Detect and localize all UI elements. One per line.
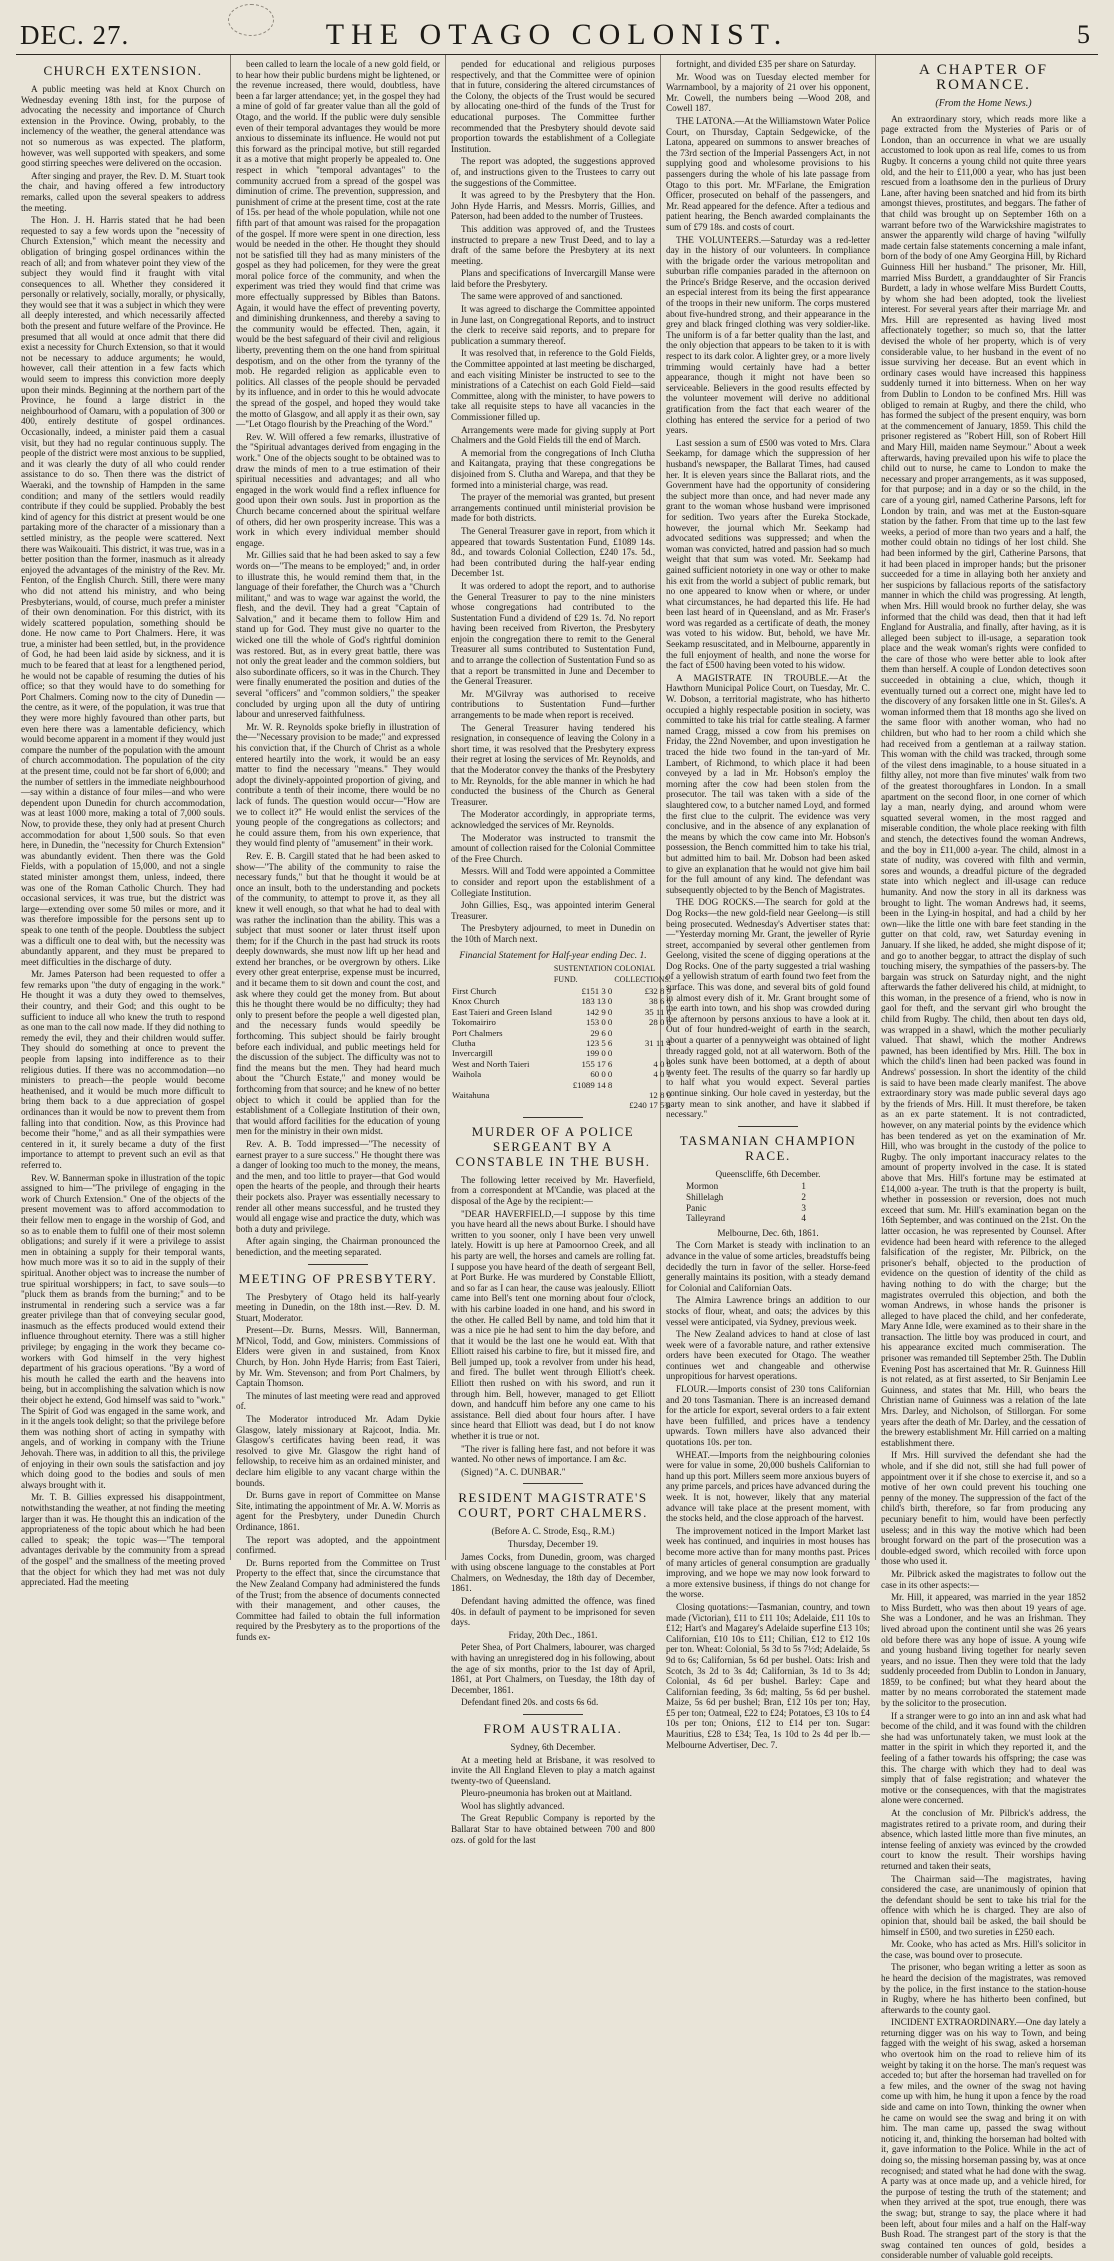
masthead bbox=[16, 14, 1098, 55]
article-heading-murder: MURDER OF A POLICE SERGEANT BY A CONSTABLE IN THE BUSH. bbox=[455, 1123, 651, 1169]
court-body-2 bbox=[451, 1642, 655, 1708]
paragraph: After singing and prayer, the Rev. D. M. Stuart took the chair, and having offered a few introductory remarks, called upon the several speakers to address the meeting. bbox=[21, 170, 225, 213]
paragraph: The Great Republic Company is reported by the Ballarat Star to have obtained between 700 and 800 ozs. of gold for the last bbox=[451, 1813, 655, 1845]
article-heading-church-extension: CHURCH EXTENSION. bbox=[43, 63, 203, 78]
fin-colonial: 35 11 6 bbox=[644, 1006, 671, 1017]
table-row bbox=[451, 1038, 672, 1048]
article-heading-romance: A CHAPTER OF ROMANCE. bbox=[918, 62, 1049, 93]
paragraph: It was agreed to discharge the Committee appointed in June last, on Congregational Reports, and to instruct the clerk to receive said reports, and to prepare for publication a summary thereof. bbox=[451, 304, 655, 346]
article-source: (From the Home News.) bbox=[935, 98, 1032, 109]
paragraph: The Moderator accordingly, in appropriate terms, acknowledged the services of Mr. Reynolds. bbox=[451, 809, 655, 830]
fin-place: West and North Taieri bbox=[452, 1058, 530, 1069]
paragraph: Last session a sum of £500 was voted to Mrs. Clara Seekamp, for damage which the suppression of her husband's newspaper, the Ballarat Times, had caused her. It is eleven years since the Ballarat riots, and the Government have had the opportunity of considering the subject more than once, and had never made any grant to the woman whose husband were imprisoned for sedition. Two years after the Eureka Stockade, however, the journal which Mr. Seekamp had advocated seditions was suppressed; and when the woman was convicted, hatred and passion had so much weight that that sum was voted. Mr. Seekamp had gained sufficient notoriety in one way or other to make his exit from the world a subject of public remark, but no one appeared to know when or where, or under what circumstances, he had departed this life. He had been last heard of in Queensland, and as Mr. Fraser's word was regarded as a certificate of death, the money was voted to his widow. But, behold, we have Mr. Seekamp resuscitated, and in Melbourne, apparently in the full enjoyment of health, and none the worse for the fact of £500 having been voted to his widow. bbox=[666, 437, 870, 671]
court-date-1: Thursday, December 19. bbox=[507, 1539, 599, 1549]
fin-sustentation: 142 9 0 bbox=[585, 1006, 613, 1017]
court-date-2: Friday, 20th Dec., 1861. bbox=[508, 1629, 598, 1640]
fin-place: Waihola bbox=[452, 1069, 482, 1080]
paragraph: fortnight, and divided £35 per share on Saturday. bbox=[676, 59, 856, 69]
paragraph: Mr. Cooke, who has acted as Mrs. Hill's solicitor in the case, was bound over to prosecute. bbox=[881, 1939, 1086, 1960]
paragraph: The General Treasurer having tendered his resignation, in consequence of leaving the Colony in a short time, it was resolved that the Presbytery express their regret at losing the services of Mr. Reynolds, and that the Moderator convey the thanks of the Presbytery to Mr. Reynolds, for the able manner in which he had conducted the business of the Church as General Treasurer. bbox=[451, 722, 655, 807]
divider bbox=[738, 1126, 798, 1127]
divider bbox=[523, 1714, 583, 1715]
paragraph: The Moderator introduced Mr. Adam Dykie Glasgow, lately missionary at Rajcoot, India. Mr. Glasgow's certificates having been read, it was resolved to give Mr. Glasgow the right hand of fellowship, to receive him as an ordained minister, and declare him eligible to any vacant charge within the bounds. bbox=[236, 1414, 440, 1488]
horse-place: 3 bbox=[801, 1202, 806, 1213]
paragraph: The improvement noticed in the Import Market last week has continued, and inquiries in most houses has become more active than for many months past. Prices of many articles of general consumption are gradually improving, and we hope we may now look forward to a more extensive business, if things do not change for the worse. bbox=[666, 1525, 870, 1600]
paragraph: Rev. W. Bannerman spoke in illustration of the topic assigned to him—"The privilege of engaging in the work of Church Extension." One of the objects of the present movement was to afford accommodation to their fellow men to engage in the worship of God, and so as to enable them to fulfil one of their most solemn obligations; and surely if it were a privilege to assist men in obtaining a supply for their temporal wants, how much more was it so to aid in the supply of their spiritual. Another object was to increase the number of true spiritual worshippers; in fact, to save souls—to "pluck them as brands from the burning;" and to be instrumental in rendering such a service was a far greater privilege than that of conveying secular good, inasmuch as the effects produced would extend their influence throughout eternity. There was a still higher privilege; by engaging in the work they became co-workers with God himself in the very highest department of his gracious operations. "By a word of his mouth he called the earth and the heavens into being, but in accomplishing the salvation which is now their object he extend, God himself was said to "work." The Spirit of God was engaged in the same work, and in it the angels took delight; so that the privilege before them was nothing short of acting in sympathy with angels, and of working in company with the Triune Jehovah. There was, in addition to all this, the privilege of enjoying in their own souls the satisfaction and joy which doing good to the bodies and souls of men always brought with it. bbox=[21, 1172, 225, 1490]
presbytery-continued bbox=[451, 59, 655, 945]
paragraph: Mr. Gillies said that he had been asked to say a few words on—"The means to be employed;" and, in order to illustrate this, he would remind them that, in the language of their forefather, the Church was a "Church militant," and was to wage war against the world, the flesh, and the devil. They had a great "Captain of Salvation," and it became them to follow Him and stand up for God. They must give no quarter to the wicked one till the whole of God's rightful dominion was restored. But, as in every great battle, there was not only the great leader and the common soldiers, but also subordinate officers, so it was in the Church. They were finally enumerated the position and duties of the several "officers" and "common soldiers," the speaker concluded by urging upon all the duty of untiring labour and unreserved faithfulness. bbox=[236, 550, 440, 720]
paragraph: It was ordered to adopt the report, and to authorise the General Treasurer to pay to the nine ministers whose congregations had contributed to the Sustentation Fund a dividend of £29 1s. 7d. No report having been received from Riverton, the Presbytery enjoin the congregation there to remit to the General Treasurer all sums contributed to Sustentation Fund, and to arrange the collection of Sustentation Fund so as that a report be transmitted in June and December to the General Treasurer. bbox=[451, 580, 655, 687]
fin-colonial: 38 6 6 bbox=[648, 996, 671, 1007]
paragraph: The report was adopted, the suggestions approved of, and instructions given to the Trustees to carry out the suggestions of the Committee. bbox=[451, 156, 655, 188]
fin-place: First Church bbox=[452, 985, 497, 996]
paragraph: Mr. W. R. Reynolds spoke briefly in illustration of the—"Necessary provision to be made;" and expressed his conviction that, if the Church of Christ as a whole entered heartily into the work, it would be an easy matter to find the necessary "means." They would adopt the divinely-appointed proportion of giving, and contribute a tenth of their income, there would be no lack of funds. The question would occur—"How are we to collect it?" He would enlist the services of the young people of the congregations as collectors; and he could assure them, from his own experience, that they would find plenty of "amusement" in their work. bbox=[236, 721, 440, 849]
column-1 bbox=[16, 55, 231, 1588]
list-item bbox=[686, 1203, 806, 1214]
paragraph: At a meeting held at Brisbane, it was resolved to invite the All England Eleven to play a match against twenty-two of Queensland. bbox=[451, 1754, 655, 1786]
column-2 bbox=[231, 55, 446, 1642]
paragraph: The Corn Market is steady with inclination to an advance in the value of some articles, breadstuffs being decidedly the turn in favor of the seller. Horse-feed generally maintains its position, with a steady demand for Colonial and Californian Oats. bbox=[666, 1240, 870, 1293]
fin-place: East Taieri and Green Island bbox=[452, 1006, 552, 1017]
financial-statement-table bbox=[451, 963, 672, 1111]
paragraph: A MAGISTRATE IN TROUBLE.—At the Hawthorn Municipal Police Court, on Tuesday, Mr. C. W. Dobson, a territorial magistrate, who has hitherto occupied a highly respectable position in society, was committed to take his trial for cattle stealing. A farmer named Cragg, missed a cow from his premises on Friday, the 22nd November, and upon investigation he traced the hide two found in the tan-yard of Mr. Lambert, of Richmond, to which place it had been conveyed by a lad in Mr. Hobson's employ the morning after the cow had been stolen from the prosecutor. The tail was taken with a side of the slaughtered cow, to a butcher named Loyd, and formed the first clue to the culprit. The evidence was very conclusive, and in the absence of any explanation of the means by which the cow came into Mr. Hobson's possession, the Bench committed him to take his trial, but admitted him to bail. Mr. Dobson had been asked to give an explanation that he would not give him bail for the full amount of any kind. The defendant was subsequently objected to by the Bench of Magistrates. bbox=[666, 672, 870, 895]
paragraph: Pleuro-pneumonia has broken out at Maitland. bbox=[461, 1788, 632, 1799]
article-heading-court: RESIDENT MAGISTRATE'S COURT, PORT CHALMERS. bbox=[458, 1490, 648, 1521]
list-item bbox=[686, 1192, 806, 1203]
paragraph: The Presbytery adjourned, to meet in Dunedin on the 10th of March next. bbox=[451, 923, 655, 944]
fin-sustentation: 153 0 0 bbox=[585, 1017, 613, 1028]
australia-continued bbox=[666, 59, 870, 1120]
divider bbox=[523, 1117, 583, 1118]
fin-place: Port Chalmers bbox=[452, 1027, 503, 1038]
horse-name: Panic bbox=[686, 1202, 707, 1213]
table-row bbox=[451, 1059, 672, 1069]
paragraph: Peter Shea, of Port Chalmers, labourer, was charged with having an unregistered dog in his following, about the age of six months, prior to the 1st day of April, 1861, at Port Chalmers, on Tuesday, the 18th day of December, 1861. bbox=[451, 1642, 655, 1695]
fin-colonial: 4 0 8 bbox=[653, 1058, 671, 1069]
article-heading-champion-race: TASMANIAN CHAMPION RACE. bbox=[679, 1132, 857, 1163]
paragraph: Mr. Hill, it appeared, was married in the year 1852 to Miss Burdett, who was then about 19 years of age. She was a Londoner, and he was an Irishman. They lived abroad upon the continent until she was 26 years old before there was any hope of issue. A young wife and young husband living together for nearly seven years, and no issue. Then they were told that the lady suddenly proceeded from Dublin to London in January, 1859, to be confined; but what they heard about the matter by no means corroborated the statement made by the solicitor to the prosecution. bbox=[881, 1592, 1086, 1709]
paragraph: A public meeting was held at Knox Church on Wednesday evening 18th inst, for the purpose of advocating the necessity and importance of Church extension in the Province. Owing, probably, to the inclemency of the weather, the general attendance was not so numerous as was expected. The platform, however, was well supported with speakers, and some good stirring speeches were delivered on the occasion. bbox=[21, 84, 225, 169]
table-row bbox=[451, 1007, 672, 1017]
paragraph: pended for educational and religious purposes respectively, and that the Committee were of opinion that in future, considering the altered circumstances of the Colony, the objects of the Trust would be secured by allocating one-third of the funds of the Trust for educational purposes. The Committee further recommended that the Presbytery should devote said proportion towards the establishment of a Collegiate Institution. bbox=[451, 59, 655, 154]
fin-sustentation: 155 17 6 bbox=[581, 1058, 613, 1069]
article-heading-australia: FROM AUSTRALIA. bbox=[483, 1720, 623, 1736]
horse-place: 2 bbox=[801, 1191, 806, 1202]
paragraph: Mr. M'Gilvray was authorised to receive contributions to Sustentation Fund—further arrangements to be made when report is received. bbox=[451, 688, 655, 721]
fin-sustentation: 199 0 0 bbox=[585, 1048, 613, 1059]
fin-waitahuna-value: 12 8 0 bbox=[648, 1089, 671, 1100]
court-subheading: (Before A. C. Strode, Esq., R.M.) bbox=[491, 1526, 615, 1537]
list-item bbox=[686, 1213, 806, 1224]
paragraph: Messrs. Will and Todd were appointed a Committee to consider and report upon the establishment of a Collegiate Institution. bbox=[451, 866, 655, 898]
paragraph: James Cocks, from Dunedin, groom, was charged with using obscene language to the constables at Port Chalmers, on Wednesday, the 18th day of December, 1861. bbox=[451, 1551, 655, 1594]
paragraph: Rev. W. Will offered a few remarks, illustrative of the "Spiritual advantages derived from engaging in the work." One of the objects sought to be obtained was to draw the minds of men to a true estimation of their spiritual necessities and advantages; and all who engaged in the work would find a reflex influence for good upon their own souls. Just in proportion as the Church became concerned about the spiritual welfare of others, did her own prosperity increase. This was a work in which every individual member should engage. bbox=[236, 431, 440, 548]
fin-place: Clutha bbox=[452, 1037, 476, 1048]
column-5 bbox=[876, 55, 1091, 2261]
paragraph: A memorial from the congregations of Inch Clutha and Kaitangata, praying that these congregations be disjoined from S. Clutha and Warepa, and that they be formed into a ministerial charge, was read. bbox=[451, 447, 655, 490]
melbourne-dateline: Melbourne, Dec. 6th, 1861. bbox=[717, 1227, 819, 1238]
paragraph: The minutes of last meeting were read and approved of. bbox=[236, 1390, 440, 1412]
fin-grand-total: £240 17 5¾ bbox=[629, 1100, 671, 1111]
romance-body bbox=[881, 114, 1086, 2261]
list-item bbox=[686, 1181, 806, 1192]
australia-body bbox=[451, 1755, 655, 1846]
presbytery-body bbox=[236, 1292, 440, 1643]
paragraph: WHEAT.—Imports from the neighbouring colonies were for value in some, 20,000 bushels Californian to hand up this port. Millers seem more anxious buyers of any prime parcels, and prices have advanced during the week. It is not, however, likely that any material advance will take place at the present moment, with the stocks held, and the close approach of the harvest. bbox=[666, 1449, 870, 1524]
paragraph: Defendant fined 20s. and costs 6s 6d. bbox=[461, 1697, 599, 1708]
paragraph: The same were approved of and sanctioned. bbox=[461, 291, 623, 302]
fin-sustentation: 183 13 0 bbox=[581, 996, 613, 1007]
paragraph: Mr. T. B. Gillies expressed his disappointment, notwithstanding the weather, at not finding the meeting larger than it was. He thought this an indication of the appropriateness of the topic about which he had been called to speak; the topic was—"The temporal advantages derivable by the community from a spread of the gospel" and the smallness of the meeting proved that the object for which they had met was not duly appreciated. Had the meeting bbox=[21, 1492, 225, 1588]
paragraph: Wool has slightly advanced. bbox=[461, 1800, 565, 1811]
race-results bbox=[686, 1181, 870, 1223]
paragraph: An extraordinary story, which reads more like a page extracted from the Mysteries of Paris or of London, than an occurrence in what we are usually accustomed to look upon as real life, comes to us from Rugby. It concerns a young child not quite three years old, and the heir to £11,000 a year, who has just been rescued from a loathsome den in the purlieus of Drury Lane, after having been snatched and hid from its birth amongst thieves, prostitutes, and beggars. The father of that child was brought up on September 16th on a warrant before two of the Warwickshire magistrates to answer the apparently wild charge of having "wilfully made certain false statements concerning a male infant, born of the body of one Amy Georgina Hill, by Richard Guinness Hill her husband." The prisoner, Mr. Hill, married Miss Burdett, a granddaughter of Sir Francis Burdett, a lady in whose welfare Miss Burdett Coutts, by whom she had been adopted, took the liveliest interest. For several years after their marriage Mr. and Mrs. Hill are represented as having lived most affectionately together; so much so, that the latter devised the whole of her property, which is of very considerable value, to her husband in the event of no issue surviving her decease. But an event which in ordinary cases would have increased this happiness suddenly turned it into bitterness. When on her way from Dublin to London to be confined Mrs. Hill was obliged to remain at Rugby, and there the child, who has formed the subject of the present enquiry, was born at the commencement of January, 1859. This child the prisoner registered as "Robert Hill, son of Robert Hill and Mary Hill, maiden name Seymour." About a week afterwards, having prevailed upon his wife to place the child out to nurse, he came to London to make the necessary and proper arrangements, as it was supposed, for that purpose; and in a day or so the child, in the care of a young girl, named Catherine Parsons, left for London by train, and was met at the Euston-square station by the father. From that time up to the last few weeks, a period of more than two years and a half, the mother could obtain no tidings of her lost child. She had been informed by the girl, Catherine Parsons, that it had been placed in improper hands; but the prisoner succeeded for a time in allaying both her anxiety and her suspicions by fallacious reports of the satisfactory manner in which the child was progressing. At length, when Mrs. Hill would brook no further delay, she was informed that the child was dead, then that it had left England for Australia, and finally, after having, as it is alleged been subject to ill-usage, a separation took place and the weak woman's rights were confided to the care of those who were better able to look after them than herself. A couple of London detectives soon succeeded in obtaining a clue, which, though it eventually turned out a correct one, might have led to the discovery of any forsaken little one in St. Giles's. A woman informed them that 18 months ago she lived on the same floor with another woman, who had no children, but who had to her room a child which she had received from a gentleman at a railway station. This woman with the child was tracked, through some of the vilest dens imaginable, to a house situated in a filthy alley, not more than five minutes' walk from two of the greatest thoroughfares in London. In a small apartment on the second floor, in one corner of which lay a man, nearly dying, and around whom were squatted several women, in the most ragged and miserable condition, the whole place reeking with filth and stench, the detectives found the woman Andrews, and the boy in £11,000 a-year. The child, almost in a state of nudity, was covered with filth and vermin, sores and wounds, a dreadful picture of the degraded state into which neglect and ill-usage can reduce humanity. And now the story in all its darkness was brought to light. The woman Andrews had, it seems, been in the Lying-in hospital, and had a child by her own—like the little one with bare feet standing in the gutter on that cold, raw, wet Saturday evening in January. If she liked, he added, she might dispose of it; and go to another beggar, to attract the display of such touching misery, the sympathies of the passers-by. The bargain was struck on Saturday night, and the night afterwards the father delivered his child, at midnight, to this woman, in the presence of a friend, who is now in gaol for theft, and the servant girl who brought the child from Rugby. The child, then about ten days old, was wrapped in a shawl, which the mother peculiarly valued. That shawl, which the mother Andrews pawned, has been identified by Mrs. Hill. The box in which the child's linen had been packed was found in Andrews' possession. In short the identity of the child is said to have been made clearly manifest. The above extraordinary story was made public several days ago by the friends of Mrs. Hill. It must therefore, be taken as an ex parte statement. It is not contradicted, however, on any material points by the evidence which has been tendered as yet on the examination of Mr. Hill, who was brought in the custody of the police to Rugby. The only important inaccuracy relates to the amount of property involved in the case. It is stated above that Mrs. Hill's fortune may be estimated at £14,000 a-year. The truth is that the property is built, whether in possession or reversion, does not much exceed that sum. Mr. Hill's examination began on the 16th September, and was continued on the 21st. On the latter occasion, he was represented by Counsel. After evidence had been heard with reference to the alleged falsification of the register, Mr. Pilbrick, on the prisoner's behalf, objected to the production of evidence on the question of identity of the child as having nothing to do with the charge; but the magistrates overruled this objection, and both the woman Andrews, in whose hands the prisoner is alleged to have placed the child, and her confederate, Mary Anne Idle, were examined as to their share in the transaction. The little boy was produced in court, and his appearance excited much commiseration. The prisoner was remanded till September 25th. The Dublin Evening Post has ascertained that Mr. R. Guinness Hill is not related, as at first asserted, to Sir Benjamin Lee Guinness, and states that Mr. Hill, who bears the Christian name of Guinness was a relation of the late Mrs. Darley, and Nicholson, of Stillorgan. For some years after the death of Mr. Darley, and the cessation of the brewery establishment Mr. Hill carried on a malting establishment there. bbox=[881, 113, 1086, 1448]
horse-place: 4 bbox=[801, 1213, 806, 1224]
table-row bbox=[451, 986, 672, 996]
column-3 bbox=[446, 55, 671, 1845]
issue-date: DEC. 27. bbox=[20, 20, 130, 50]
column-4 bbox=[661, 55, 876, 1750]
church-extension-body bbox=[21, 84, 225, 1588]
horse-name: Shillelagh bbox=[686, 1191, 724, 1202]
paragraph: It was agreed to by the Presbytery that the Hon. John Hyde Harris, and Messrs. Morris, Gillies, and Paterson, had been added to the number of Trustees. bbox=[451, 190, 655, 222]
paragraph: FLOUR.—Imports consist of 230 tons Californian and 20 tons Tasmanian. There is an increased demand for the article for export, several orders to a fair extent have been fulfilled, and prices have a tendency upwards. Town millers have also advanced their quotations 10s. per ton. bbox=[666, 1384, 870, 1448]
australia-dateline: Sydney, 6th December. bbox=[510, 1741, 596, 1752]
church-extension-continued bbox=[236, 59, 440, 1258]
fin-sustentation: 29 6 0 bbox=[590, 1027, 613, 1038]
fin-place: Invercargill bbox=[452, 1048, 493, 1059]
paragraph: The Almira Lawrence brings an addition to our stocks of flour, wheat, and oats; the advices by this vessel were anticipated, via Sydney, previous week. bbox=[666, 1295, 870, 1327]
fin-colonial: 31 11 4 bbox=[644, 1037, 671, 1048]
table-row bbox=[451, 1028, 672, 1038]
newspaper-title: THE OTAGO COLONIST. bbox=[325, 18, 789, 51]
murder-body bbox=[451, 1175, 655, 1478]
paragraph: The report was adopted, and the appointment confirmed. bbox=[236, 1534, 440, 1556]
paragraph: THE LATONA.—At the Williamstown Water Police Court, on Thursday, Captain Sedgewicke, of the Latona, appeared on summons to answer breaches of the 73rd section of the Imperial Passengers Act, in not supplying good and wholesome provisions to his passengers during the whole of his late passage from Otago to this port. Mr. M'Farlane, the Emigration Officer, prosecuted on behalf of the passengers, and Mr. Read appeared for the defence. After a tedious and patient hearing, the Bench awarded complainants the sum of £79 18s. and costs of court. bbox=[666, 115, 870, 232]
paragraph: Closing quotations:—Tasmanian, country, and town made (Victorian), £11 to £11 10s; Adelaide, £11 10s to £12; Hart's and Magarey's Adelaide superfine £13 10s; Californian, £10 10s to £11; Chilian, £12 to £12 10s per ton. Wheat: Colonial, 5s 3d to 5s 7½d; Adelaide, 5s 9d to 6s; Californian, 5s 6d per bushel. Oats: Irish and Scotch, 3s 2d to 3s 4d; Californian, 3s 1d to 3s 4d; Colonial, 4s 6d per bushel. Barley: Cape and Californian feeding, 3s 6d; malting, 5s 6d per bushel. Maize, 5s 6d per bushel; Bran, £12 10s per ton; Hay, £5 per ton; Oatmeal, £22 to £24; Potatoes, £3 10s to £4 10s per ton; Onions, £12 to £14 per ton. Sugar: Mauritius, £28 to £34; Tea, 1s 10d to 2s 4d per lb.—Melbourne Advertiser, Dec. 7. bbox=[666, 1601, 870, 1750]
horse-place: 1 bbox=[801, 1181, 806, 1192]
paragraph: It was resolved that, in reference to the Gold Fields, the Committee appointed at last meeting be discharged, and each visiting Minister be instructed to see to the ministrations of a Catechist on each Gold Field—said Committee, along with the minister, to have powers to take all requisite steps to have all vacancies in the Commissioner filled up. bbox=[451, 348, 655, 422]
paragraph: "The river is falling here fast, and not before it was wanted. No other news of importance. I am &c. bbox=[451, 1443, 655, 1465]
paragraph: Defendant having admitted the offence, was fined 40s. in default of payment to be imprisoned for seven days. bbox=[451, 1595, 655, 1628]
fin-place: Knox Church bbox=[452, 996, 500, 1007]
market-report-body bbox=[666, 1240, 870, 1750]
paragraph: If Mrs. Hill survived the defendant she had the whole, and if she did not, still she had full power of appointment over it if she chose to exercise it, and so a motive of her own could prevent his touching one penny of the money. The suppression of the fact of the child's birth, therefore, so far from producing any pecuniary benefit to him, would have been perfectly useless; and in this way the motive which had been brought forward on the part of the prosecution was a double-edged sword, which recoiled with force upon those who used it. bbox=[881, 1450, 1086, 1567]
article-heading-presbytery: MEETING OF PRESBYTERY. bbox=[238, 1270, 438, 1286]
fin-sustentation: £151 3 0 bbox=[581, 985, 613, 996]
fin-sustentation: 60 0 0 bbox=[590, 1069, 613, 1080]
paragraph: Rev. E. B. Cargill stated that he had been asked to show—"The ability of the community to raise the necessary funds," but that he thought it would be at once an insult, both to the understanding and pockets of the community, to attempt to prove it, as they all knew it well enough, so that what he had to deal with was rather the inclination than the ability. This was a subject that must sooner or later thrust itself upon them; for if the Church in the past had struck its roots deeply downwards, she must now lift up her head and extend her branches, or be overgrown by others. Like every other great enterprise, expense must be incurred, and it became them to sit down and count the cost, and ask where they could get the money from. But about this he thought there would be no difficulty; they had only to present before the people a well digested plan, and the necessary funds would speedily be forthcoming. This subject should be fairly brought before each individual, and public meetings held for the discussion of the subject. The difficulty was not to find the means but the men. They had heard much about the "Church Estate," and money would be forthcoming from that source; and he knew of no better object to which it could be applied than for the establishment of a Collegiate Institution of their own, that would afford facilities for the education of young men for the ministry in their own midst. bbox=[236, 850, 440, 1137]
paragraph: Dr. Burns gave in report of Committee on Manse Site, intimating the appointment of Mr. A. W. Morris as agent for the Presbytery, under Dunedin Church Ordinance, 1861. bbox=[236, 1490, 440, 1532]
paragraph: The Chairman said—The magistrates, having considered the case, are unanimously of opinion that the defendant should be sent to take his trial for the offence with which he is charged. They are also of opinion that, should bail be asked, the bail should be himself in £500, and two sureties in £250 each. bbox=[881, 1873, 1086, 1937]
paragraph: THE VOLUNTEERS.—Saturday was a red-letter day in the history of our volunteers. In compliance with the brigade order the various metropolitan and suburban rifle companies paraded in the afternoon on the Prince's Bridge Reserve, and the occasion derived an especial interest from its being the first appearance of the troops in their new uniform. The corps mustered about five-hundred strong, and their appearance in the grey and black fringed clothing was very soldier-like. The uniform is of a far better quality than the last, and the only objection that appears to be taken to it is with respect to its dark color. A lighter grey, or a more lively trimming would certainly have had a better appearance, though it might not have been so serviceable. Believers in the good results effected by the volunteer movement will derive no additional gratification from the fact that each wearer of the clothing has entered the service for a period of two years. bbox=[666, 234, 870, 436]
paragraph: If a stranger were to go into an inn and ask what had become of the child, and it was found with the children she had was unfortunately taken, we must look at the matter in the spirit in which they reported it, and the feeling of a father towards his offspring; the case was this. The charge with which they had to deal was simply that of false registration; and whatever the motive or the consequences, with that the magistrates alone were concerned. bbox=[881, 1710, 1086, 1806]
columns bbox=[16, 55, 1098, 2261]
paragraph: (Signed) "A. C. DUNBAR." bbox=[461, 1466, 566, 1477]
divider bbox=[308, 1264, 368, 1265]
paragraph: After again singing, the Chairman pronounced the benediction, and the meeting separated. bbox=[236, 1236, 440, 1257]
fin-colonial: 4 0 1 bbox=[653, 1069, 671, 1080]
paragraph: THE DOG ROCKS.—The search for gold at the Dog Rocks—the new gold-field near Geelong—is still being prosecuted. Wednesday's Advertiser states that:—"Yesterday morning Mr. Grant, the jeweller of Ryrie street, accompanied by several other gentlemen from Geelong, visited the scene of digging operations at the Dog Rocks. One of the party suggested a trial washing of a yellowish stratum of earth found two feet from the surface. This was done, and several bits of gold found in almost every dish of it. Mr. Grant brought some of the earth into town, and his shop was crowded during the afternoon by persons anxious to have a look at it. Out of four hundred-weight of earth in the search, about a quarter of a pennyweight was obtained of light thready ragged gold, not at all waterworn. Both of the holes sunk have been bottomed, at a depth of about twenty feet. The results of the quarry so far hardly up to half what you would expect. Several parties continue sinking. Our hole caved in yesterday, but the party mean to sink another, and have it slabbed if necessary." bbox=[666, 897, 870, 1120]
paragraph: INCIDENT EXTRAORDINARY.—One day lately a returning digger was on his way to Town, and being fagged with the weight of his swag, asked a horseman who overtook him on the road to relieve him of its weight by taking it on the horse. The man's request was acceded to; but after the horseman had travelled on for a few miles, and the owner of the swag not having come up with him, he hung it upon a fence by the road side and came on into Town, thinking the owner when he came on would see the swag and bring it on with him. The man came up, passed the swag without noticing it, and, thinking the horseman had bolted with it, gave information to the Police. While in the act of doing so, the missing horseman passing by, was at once recognised; and stated what he had done with the swag. A party was at once made up, and a vehicle hired, for the purpose of testing the truth of the statement; and when they arrived at the spot, true enough, there was the swag; but, strange to say, the place where it had been left, about four miles and a half on the Half-way Bush Road. The strangest part of the story is that the swag contained ten ounces of gold, besides a considerable number of valuable gold receipts. bbox=[881, 2017, 1086, 2261]
paragraph: The Moderator was instructed to transmit the amount of collection raised for the Colonial Committee of the Free Church. bbox=[451, 832, 655, 864]
paragraph: The General Treasurer gave in report, from which it appeared that towards Sustentation Fund, £1089 14s. 8d., and towards Colonial Collection, £240 17s. 5d., had been contributed during the half-year ending December 1st. bbox=[451, 525, 655, 579]
horse-name: Talleyrand bbox=[686, 1213, 726, 1224]
fin-header-colonial: COLONIAL COLLECTIONS. bbox=[614, 964, 671, 984]
paragraph: John Gillies, Esq., was appointed interim General Treasurer. bbox=[451, 900, 655, 921]
paragraph: The following letter received by Mr. Haverfield, from a correspondent at M'Candie, was placed at the disposal of the Age by the recipient:— bbox=[451, 1174, 655, 1206]
paragraph: The Hon. J. H. Harris stated that he had been requested to say a few words upon the "necessity of Church Extension," which meant the necessity and obligation of bringing gospel ordinances within the reach of all; and from whatever point they view of the subject they would find it fraught with vital consequences to all. Whether they considered it personally or relatively, socially, morally, or physically, they would see that it was a subject in which they were all deeply interested, and which necessarily affected both the present and future welfare of the Province. He presumed that all would at once admit that there did exist a necessity for Church Extension, so that it would not be necessary to adduce arguments; he would, however, call their attention in a few facts which would seem to impress this conviction more deeply upon their minds. Beginning at the northern part of the Province, he found a large district in the neighbourhood of Oamaru, with a population of 300 or 400, entirely destitute of gospel ordinances. Occasionally, indeed, a minister paid them a casual visit, but they had no regular continuous supply. The people of the district were most anxious to be supplied, and it was clearly the duty of all who could render assistance to do so. Then there was the district of Waeraki, and the township of Hampden in the same condition; and many of the settlers would readily contribute if they could be supplied. Probably the best kind of agency for this district at present would be one partaking more of the character of a missionary than a settled ministry, as the people were scattered. Next there was Waikouaiti. This district, it was true, was in a better position than the former, inasmuch as it already enjoyed the advantages of the ministry of the Rev. Mr. Fenton, of the English Church. Still, there were many who did not attend his ministry, and who being Presbyterians, would, of course, much prefer a minister of their own denomination. For this district, with its widely scattered population, something should be done. He now came to Port Chalmers. Here, it was true, a minister had been settled, but, in the providence of God, he had been laid aside by sickness, and it is much to be feared that at least for a lengthened period, he would not be capable of resuming the duties of his office; so that they would have to do something for Port Chalmers. Coming now to the city of Dunedin —the centre, as it were, of the population, it was true that they were more highly favoured than other parts, but even here there was a lamentable deficiency, which would become apparent in a moment if they would just compare the number of the population with the amount of church accommodation. The population of the city at the present time, could not be far short of 6,000; and the number of settlers in the immediate neighbourhood—say within a distance of four miles—and who were dependent upon Dunedin for church accommodation, was at least 1000 more, making a total of 7,000 souls. Now, to provide these, they only had at present Church accommodation for about 1,500 souls. So that even here, in Dunedin, the "necessity for Church Extension" was abundantly evident. Then there was the Gold Fields, with a population of 15,000, and not a single stated minister amongst them, unless, indeed, there was one of the Roman Catholic Church. They had occasional services, it was true, but the district was large—extending over some 50 miles or more, and it was therefore impossible for the persons sent up to speak to one tenth of the people. Doubtless the subject was a difficult one to deal with, but the necessity was abundantly apparent, and they must be prepared to meet difficulties in the discharge of duty. bbox=[21, 215, 225, 967]
paragraph: Arrangements were made for giving supply at Port Chalmers and the Gold Fields till the end of March. bbox=[451, 424, 655, 446]
fin-place: Tokomairiro bbox=[452, 1017, 496, 1028]
paragraph: Present—Dr. Burns, Messrs. Will, Bannerman, M'Nicol, Todd, and Gow, ministers. Commissions of Elders were given in and sustained, from Knox Church, by Hon. John Hyde Harris; from East Taieri, by Mr. Wm. Stevenson; and from Port Chalmers, by Captain Thomson. bbox=[236, 1325, 440, 1389]
paragraph: The Presbytery of Otago held its half-yearly meeting in Dunedin, on the 18th inst.—Rev. D. M. Stuart, Moderator. bbox=[236, 1291, 440, 1323]
paragraph: Rev. A. B. Todd impressed—"The necessity of earnest prayer to a sure success." He thought there was a danger of looking too much to the money, the means, and the men, and too little to prayer—that God would open the hearts of the people, and through their hearts their pockets also. Prayer was essentially necessary to render all other means successful, and he trusted they would all engage wise and practice the duty, which was both a duty and privilege. bbox=[236, 1138, 441, 1234]
paragraph: Dr. Burns reported from the Committee on Trust Property to the effect that, since the circumstance that the New Zealand Company had administered the funds of the Trust; from the absence of documents connected with their management, and other causes, the Committee had failed to obtain the full information required by the Presbytery as to the proportions of the funds ex- bbox=[236, 1557, 440, 1642]
fin-total: £1089 14 8 bbox=[572, 1079, 613, 1090]
paragraph: The prayer of the memorial was granted, but present arrangements continued until ministerial provision be made for both districts. bbox=[451, 492, 655, 524]
paragraph: The prisoner, who began writing a letter as soon as he heard the decision of the magistrates, was removed by the police, in the first instance to the station-house in Rugby, where he has hitherto been confined, but afterwards to the county gaol. bbox=[881, 1962, 1086, 2015]
table-row bbox=[451, 996, 672, 1006]
paragraph: been called to learn the locale of a new gold field, or to hear how their public burdens might be lightened, or the revenue increased, there would, doubtless, have been a far larger attendance; yet, in the gospel they had a mine of gold of far greater value than all the gold of Otago, and the world. If the public were duly sensible even of their temporal advantages they would be more anxious to disseminate its influence. He would not put this forward as the principal motive, but still regarded it as a motive that might properly be appealed to. One respect in which "temporal advantages" to the community accrued from a spread of the gospel was diminution of crime. The prevention, suppression, and punishment of crime at the present time, cost at the rate of 15s. per head of the whole population, while not one fifth part of that amount was raised for the propagation of the gospel. If more were spent in one direction, less would be needed in the other. He thought they should not be satisfied till they had as many ministers of the gospel as they had policemen, for they were the great moral police force of the community, and when the experiment was tried they would find that crime was more effectually suppressed by Bibles than Batons. Again, it would have the effect of preventing poverty, and diminishing drunkenness, and thereby a saving to the community would be effected. Then, again, it would be the best safeguard of their civil and religious liberty, preventing them on the one hand from spiritual despotism, and on the other from the tyranny of the mob. He regarded religion as applicable even to politics. All classes of the people should be pervaded by its influence, and in order to this he would advocate the spread of the gospel, and hoped they would take the motto of Glasgow, and all apply it as their own, say—"Let Otago flourish by the Preaching of the Word." bbox=[236, 59, 440, 430]
fin-header-sustentation: SUSTENTATION FUND. bbox=[553, 964, 613, 984]
paragraph: Plans and specifications of Invercargill Manse were laid before the Presbytery. bbox=[451, 268, 655, 289]
court-body-1 bbox=[451, 1552, 655, 1628]
paragraph: Mr. James Paterson had been requested to offer a few remarks upon "the duty of engaging in the work." He thought it was a duty they owed to themselves, their country, and their God; and this ought to be sufficient to induce all who knew the truth to respond as one man to the call now made. If they did nothing to remedy the evil, they and their children would suffer. They should do something at once to prevent the people from lapsing into indifference as to their religious duties. If there was no accommodation—no ministers to preach—the people would become heathenised, and it would be much more difficult to bring them back to a due appreciation of gospel ordinances than it would be now to prevent them from falling into that condition. Now, as this Province had become their "home," and as all their sympathies were centered in it, it surely became a duty of the first importance to attempt to prevent such an evil as that referred to. bbox=[21, 969, 225, 1170]
horse-name: Mormon bbox=[686, 1181, 719, 1192]
table-row bbox=[451, 1069, 672, 1079]
fin-waitahuna-label: Waitahuna bbox=[452, 1089, 490, 1100]
paragraph: Mr. Pilbrick asked the magistrates to follow out the case in its other aspects:— bbox=[881, 1568, 1086, 1590]
paragraph: "DEAR HAVERFIELD,—I suppose by this time you have heard all the news about Burke. I should have written to you sooner, only I have been very unwell lately. Howitt is up here at Pamoornoo Creek, and all his party are well, the horses and camels are rolling fat. I suppose you have heard of the death of sergeant Bell, at Port Burke. He was murdered by Constable Elliott, and so far as I can hear, the cause was jealously. Elliott came into Bell's tent one morning about four o'clock, with his carbine loaded in one hand, and his sword in the other. He called Bell by name, and told him that it was a nice pie he had sent to him the day before, and that it would be the last one he would eat. With that Elliott raised his carbine to fire, but it missed fire, and Bell jumped up, took a revolver from under his head, and fired. The bullet went through Elliott's cheek. Elliott then rushed on with his sword, and run it through him. Bell, however, managed to get Elliott down, and handcuff him before any one came to his assistance. Bell died about four hours after. I have since heard that Elliott was dead, but I do not know whether it is true or not. bbox=[451, 1208, 655, 1442]
table-row bbox=[451, 1048, 672, 1058]
table-row bbox=[451, 1017, 672, 1027]
fin-sustentation: 123 5 6 bbox=[585, 1037, 613, 1048]
paragraph: The New Zealand advices to hand at close of last week were of a favorable nature, and rather extensive orders have been executed for Otago. The weather continues wet and changeable and otherwise unpropitious for harvest operations. bbox=[666, 1329, 870, 1382]
paragraph: Mr. Wood was on Tuesday elected member for Warrnambool, by a majority of 21 over his opponent, Mr. Cowell, the numbers being —Wood 208, and Cowell 187. bbox=[666, 71, 870, 114]
paragraph: At the conclusion of Mr. Pilbrick's address, the magistrates retired to a private room, and during their absence, which lasted little more than five minutes, an intense feeling of anxiety was evinced by the crowded court to know the result. Their worships having returned and taken their seats, bbox=[881, 1808, 1086, 1871]
divider bbox=[523, 1483, 583, 1484]
fin-colonial: 28 0 0 bbox=[648, 1017, 671, 1028]
financial-statement-title: Financial Statement for Half-year ending Dec. 1. bbox=[459, 950, 647, 961]
race-dateline: Queenscliffe, 6th December. bbox=[715, 1168, 821, 1179]
fin-colonial: £32 8 9 bbox=[644, 985, 671, 996]
paragraph: This addition was approved of, and the Trustees instructed to prepare a new Trust Deed, and to lay a draft of the same before the Presbytery at its next meeting. bbox=[451, 223, 655, 266]
page-number: 5 bbox=[1077, 20, 1090, 49]
